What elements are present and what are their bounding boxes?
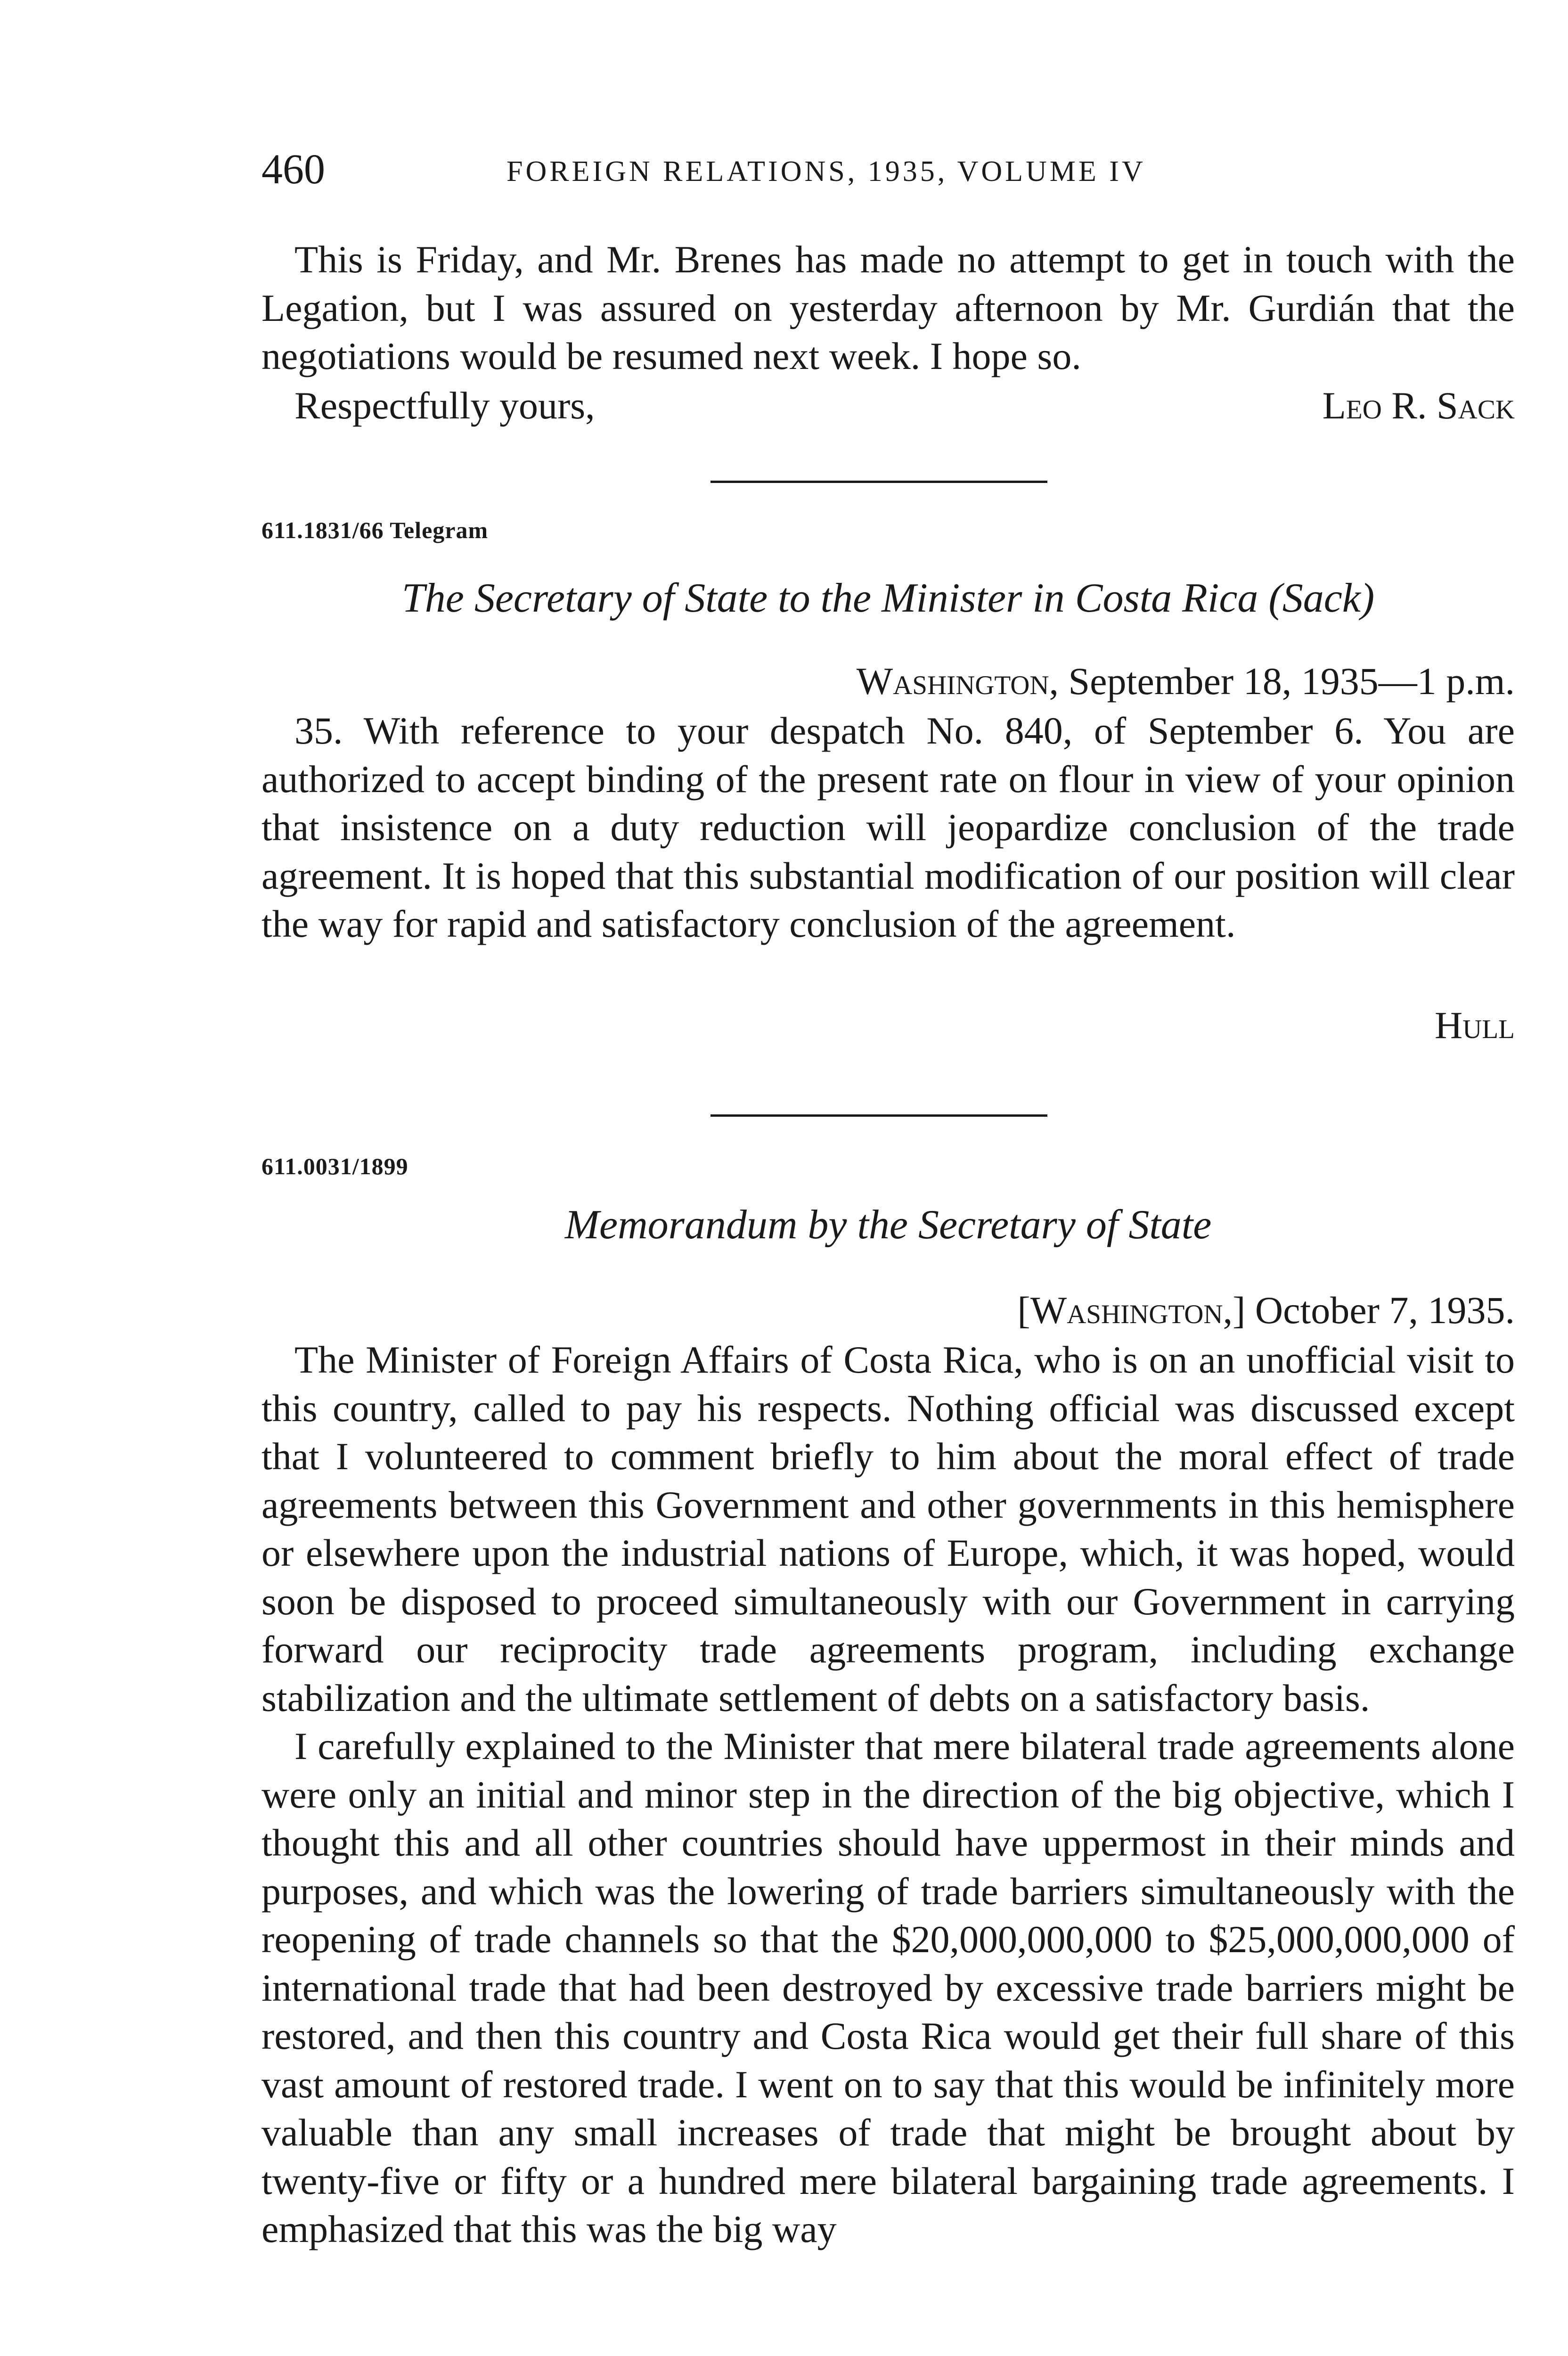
file-number: 611.0031/1899 [261,1153,408,1179]
memorandum-body [261,1336,1515,2254]
dateline-place: Washington, [856,660,1059,703]
dateline-place: [Washington,] [1017,1289,1246,1332]
letter-continuation [261,236,1515,381]
running-head: FOREIGN RELATIONS, 1935, VOLUME IV [506,155,1146,188]
telegram-paragraph: 35. With reference to your despatch No. 840, of September 6. You are authorized to accept binding of the present rate on flour in view of your opinion that insistence on a duty reduction will jeopardize conclusion of the trade agreement. It is hoped that this substantial modification of our position will clear the way for rapid and satisfactory conclusion of the agreement. [261,709,1515,945]
memorandum-paragraph: I carefully explained to the Minister that mere bilateral trade agreements alone were only an initial and minor step in the direction of the big objective, which I thought this and all other countries should have uppermost in their minds and purposes, and which was the lowering of trade barriers simultaneously with the reopening of trade channels so that the $20,000,000,000 to $25,000,000,000 of international trade that had been destroyed by excessive trade barriers might be restored, and then this country and Costa Rica would get their full share of this vast amount of restored trade. I went on to say that this would be infinitely more valuable than any small increases of trade that might be brought about by twenty-five or fifty or a hundred mere bilateral bargaining trade agreements. I emphasized that this was the big way [261,1725,1515,2250]
page-header [261,141,1515,198]
telegram-body [261,707,1515,949]
page-number: 460 [261,146,325,193]
dateline [857,657,1515,705]
letter-signature: Leo R. Sack [1322,384,1515,427]
telegram-signature: Hull [1434,1004,1515,1047]
dateline [1017,1286,1515,1334]
file-number: 611.1831/66 Telegram [261,517,489,543]
letter-closing: Respectfully yours, [294,384,595,427]
memorandum-paragraph: The Minister of Foreign Affairs of Costa Rica, who is on an unofficial visit to this country, called to pay his respects. Nothing official was discussed except that I volunteered to comment briefly to him about the moral effect of trade agreements between this Government and other governments in this hemisphere or elsewhere upon the industrial nations of Europe, which, it was hoped, would soon be disposed to proceed simultaneously with our Government in carrying forward our reciprocity trade agreements program, including exchange stabilization and the ultimate settlement of debts on a satisfactory basis. [261,1338,1515,1719]
section-divider [710,481,1047,483]
document-title: The Secretary of State to the Minister in Costa Rica (Sack) [401,575,1375,621]
dateline-date: September 18, 1935—1 p.m. [1068,660,1515,703]
document-title: Memorandum by the Secretary of State [564,1202,1212,1248]
letter-paragraph: This is Friday, and Mr. Brenes has made no attempt to get in touch with the Legation, but I was assured on yesterday afternoon by Mr. Gurdián that the negotiations would be resumed next week. I hope so. [261,238,1515,377]
section-divider [710,1114,1047,1117]
dateline-date: October 7, 1935. [1255,1289,1515,1332]
